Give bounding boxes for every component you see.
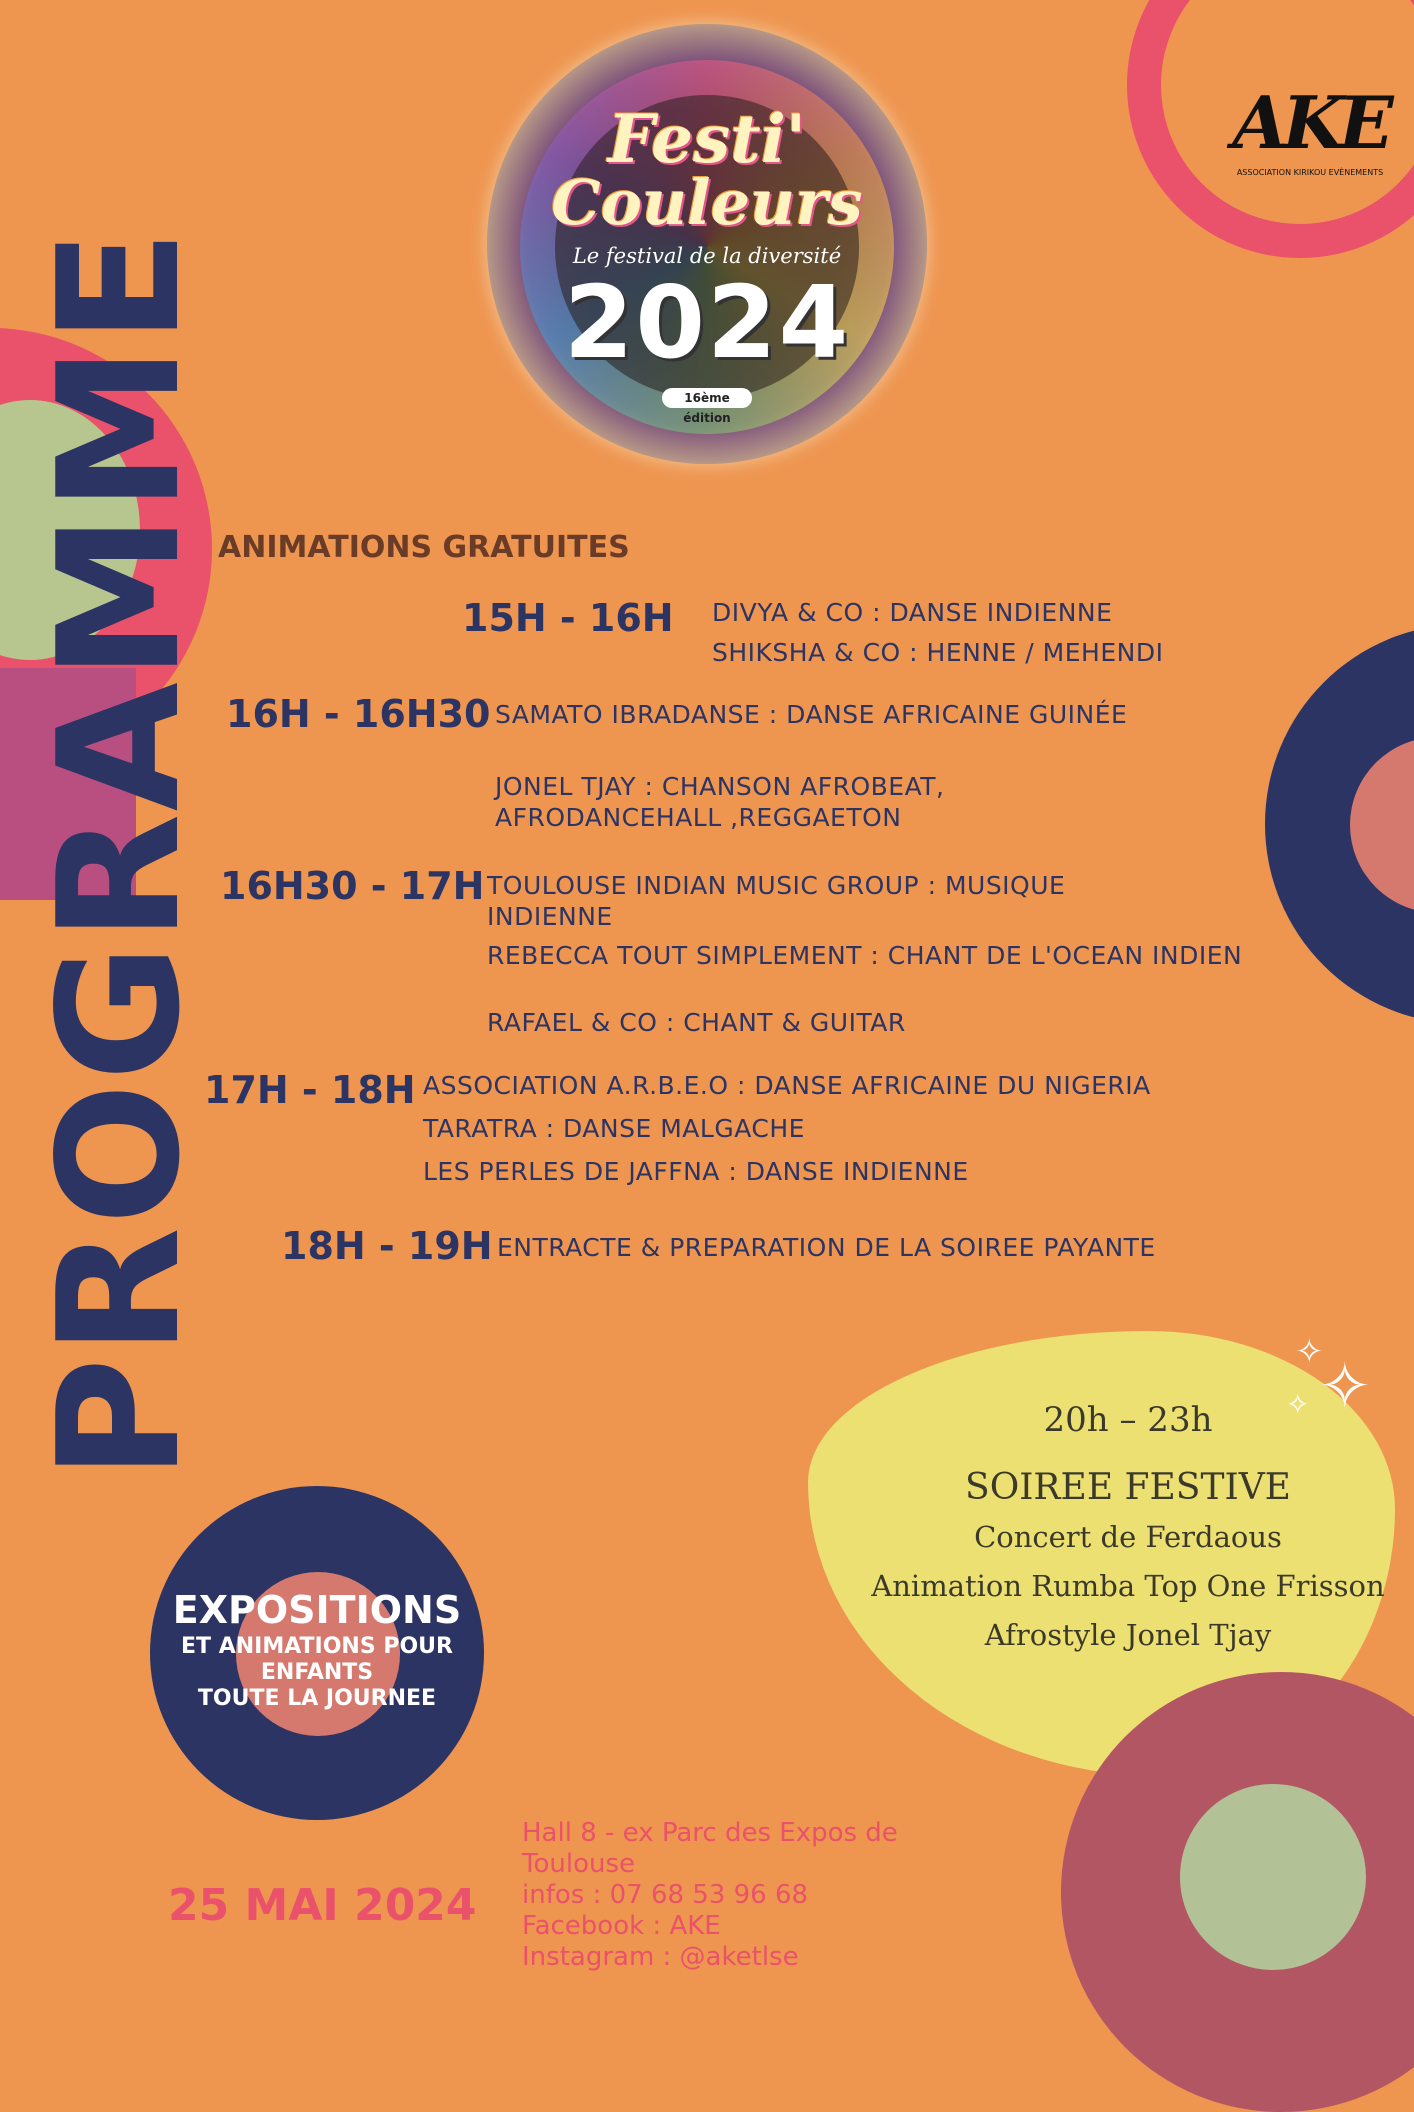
instagram-link[interactable]: Instagram : @aketlse xyxy=(522,1942,799,1972)
slot-time: 17H - 18H xyxy=(204,1068,416,1112)
sparkle-icon: ✧ xyxy=(1295,1332,1324,1372)
soiree-hours: 20h – 23h xyxy=(1043,1400,1213,1440)
slot-time: 16H - 16H30 xyxy=(226,692,491,736)
event-date: 25 MAI 2024 xyxy=(168,1880,477,1931)
sparkle-icon: ✧ xyxy=(1286,1388,1310,1421)
soiree-item: Animation Rumba Top One Frisson xyxy=(871,1569,1385,1603)
expositions-line: TOUTE LA JOURNEE xyxy=(197,1686,437,1711)
facebook-link[interactable]: Facebook : AKE xyxy=(522,1911,721,1941)
slot-act: ASSOCIATION A.R.B.E.O : DANSE AFRICAINE DU NIGERIA xyxy=(423,1071,1151,1100)
programme-label: PROGRAMME xyxy=(23,227,217,1480)
section-title: ANIMATIONS GRATUITES xyxy=(218,530,630,565)
expositions-title: EXPOSITIONS xyxy=(172,1588,462,1632)
slot-time: 15H - 16H xyxy=(462,596,674,640)
slot-time: 18H - 19H xyxy=(281,1224,493,1268)
logo-title-line2: Couleurs xyxy=(551,166,863,239)
slot-act: TOULOUSE INDIAN MUSIC GROUP : MUSIQUE INDIENNE xyxy=(487,871,1066,931)
sparkle-icon: ✧ xyxy=(1318,1350,1372,1424)
logo-subtitle: Le festival de la diversité xyxy=(572,244,842,268)
soiree-title: SOIREE FESTIVE xyxy=(965,1467,1291,1508)
info-phone: infos : 07 68 53 96 68 xyxy=(522,1880,809,1910)
slot-act: REBECCA TOUT SIMPLEMENT : CHANT DE L'OCEAN INDIEN xyxy=(487,941,1243,970)
expositions-subtitle xyxy=(150,1634,484,1712)
ake-caption: ASSOCIATION KIRIKOU EVÈNEMENTS xyxy=(1236,168,1384,177)
slot-time: 16H30 - 17H xyxy=(220,864,485,908)
slot-act: LES PERLES DE JAFFNA : DANSE INDIENNE xyxy=(423,1157,969,1186)
venue-address: Hall 8 - ex Parc des Expos de Toulouse xyxy=(522,1818,898,1879)
event-info xyxy=(522,1818,952,1973)
expositions-line: ENFANTS xyxy=(260,1660,374,1685)
slot-act: JONEL TJAY : CHANSON AFROBEAT, AFRODANCEHALL ,REGGAETON xyxy=(495,772,945,832)
logo-edition-badge: 16ème édition xyxy=(662,388,752,408)
expositions-line: ET ANIMATIONS POUR xyxy=(181,1634,453,1659)
programme-vertical-title xyxy=(23,227,217,1480)
slot-act: ENTRACTE & PREPARATION DE LA SOIREE PAYANTE xyxy=(497,1233,1156,1262)
ake-logo: AKE xyxy=(1232,80,1388,165)
soiree-item: Afrostyle Jonel Tjay xyxy=(984,1618,1272,1652)
soiree-item: Concert de Ferdaous xyxy=(974,1520,1282,1554)
logo-title-line1: Festi' xyxy=(607,100,807,178)
slot-act: SHIKSHA & CO : HENNE / MEHENDI xyxy=(712,638,1164,667)
slot-act: DIVYA & CO : DANSE INDIENNE xyxy=(712,598,1113,627)
slot-act: SAMATO IBRADANSE : DANSE AFRICAINE GUINÉE xyxy=(495,700,1128,729)
slot-act: TARATRA : DANSE MALGACHE xyxy=(423,1114,805,1143)
slot-act: RAFAEL & CO : CHANT & GUITAR xyxy=(487,1008,906,1037)
decorative-circle-green-bottom xyxy=(1180,1784,1366,1970)
logo-year: 2024 xyxy=(563,264,851,381)
